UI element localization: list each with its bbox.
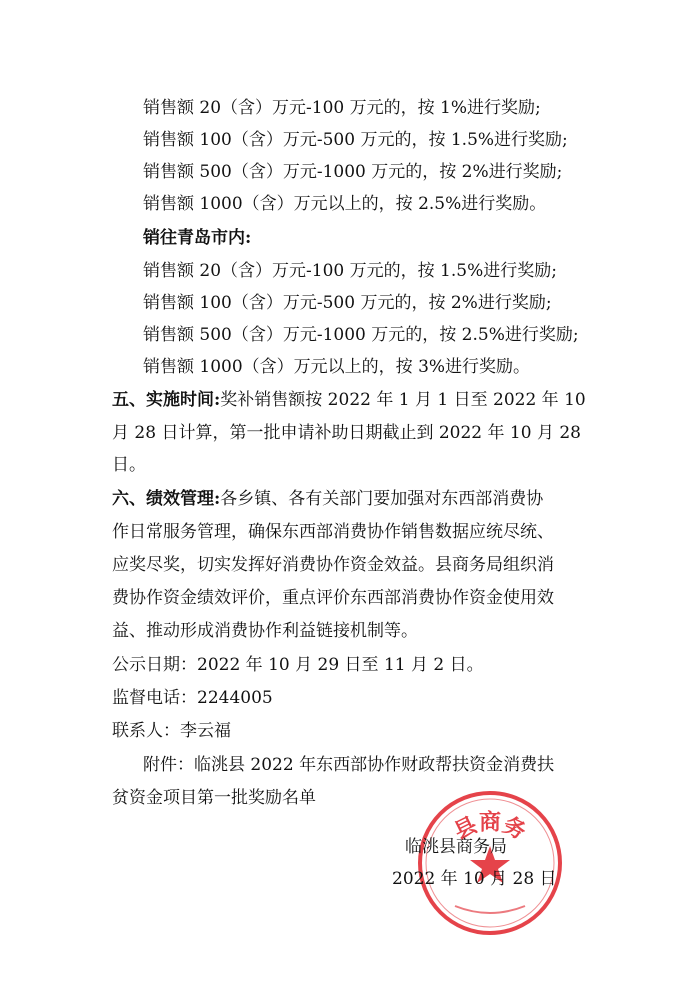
reward-line-1: 销售额 20（含）万元-100 万元的，按 1%进行奖励; xyxy=(143,98,541,118)
reward-line-2: 销售额 100（含）万元-500 万元的，按 1.5%进行奖励; xyxy=(143,130,568,150)
reward-line-3: 销售额 500（含）万元-1000 万元的，按 2%进行奖励; xyxy=(143,162,563,182)
attachment-line-2: 贫资金项目第一批奖励名单 xyxy=(112,788,316,808)
signature-date: 2022 年 10 月 28 日 xyxy=(392,869,557,889)
section-5-text: 奖补销售额按 2022 年 1 月 1 日至 2022 年 10 xyxy=(220,390,586,410)
qingdao-heading: 销往青岛市内: xyxy=(143,228,252,248)
section-6-line-2: 作日常服务管理，确保东西部消费协作销售数据应统尽统、 xyxy=(112,522,554,542)
contact-person: 联系人：李云福 xyxy=(112,721,231,741)
qingdao-line-4: 销售额 1000（含）万元以上的，按 3%进行奖励。 xyxy=(143,357,531,377)
qingdao-line-1: 销售额 20（含）万元-100 万元的，按 1.5%进行奖励; xyxy=(143,261,557,281)
notice-date: 公示日期：2022 年 10 月 29 日至 11 月 2 日。 xyxy=(112,655,484,675)
attachment-line-1: 附件：临洮县 2022 年东西部协作财政帮扶资金消费扶 xyxy=(143,755,555,775)
section-6-line-1 xyxy=(112,484,612,514)
qingdao-line-2: 销售额 100（含）万元-500 万元的，按 2%进行奖励; xyxy=(143,293,552,313)
section-6-line-4: 费协作资金绩效评价，重点评价东西部消费协作资金使用效 xyxy=(112,588,554,608)
section-5-line-3: 日。 xyxy=(112,455,146,475)
signature-org: 临洮县商务局 xyxy=(405,837,507,857)
qingdao-line-3: 销售额 500（含）万元-1000 万元的，按 2.5%进行奖励; xyxy=(143,325,579,345)
section-5-line-2: 月 28 日计算，第一批申请补助日期截止到 2022 年 10 月 28 xyxy=(112,423,581,443)
section-6-line-5: 益、推动形成消费协作利益链接机制等。 xyxy=(112,621,418,641)
reward-line-4: 销售额 1000（含）万元以上的，按 2.5%进行奖励。 xyxy=(143,194,547,214)
supervision-phone: 监督电话：2244005 xyxy=(112,688,273,708)
seal-text: 县商务 xyxy=(450,809,530,845)
section-6-line-3: 应奖尽奖，切实发挥好消费协作资金效益。县商务局组织消 xyxy=(112,555,554,575)
section-6-heading: 六、绩效管理: xyxy=(112,489,221,509)
section-5-heading: 五、实施时间: xyxy=(112,390,221,410)
official-seal-icon xyxy=(415,788,565,938)
section-5-line-1 xyxy=(112,385,612,415)
section-6-text: 各乡镇、各有关部门要加强对东西部消费协 xyxy=(220,489,544,509)
